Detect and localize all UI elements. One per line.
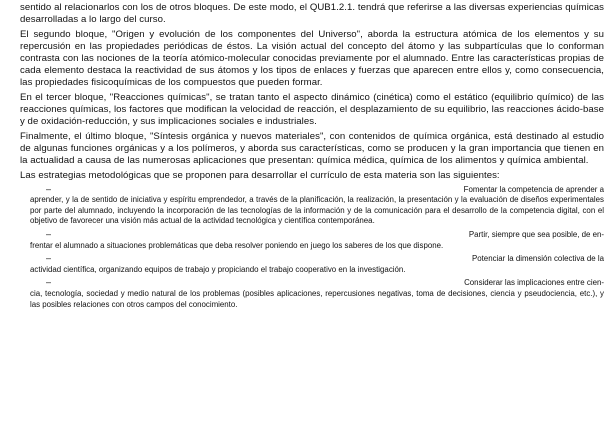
list-item-first-line: Fomentar la competencia de aprender a [463, 184, 604, 194]
list-dash: – [46, 183, 52, 194]
document-page [20, 2, 604, 313]
list-dash: – [46, 253, 52, 264]
paragraph-block-intro: sentido al relacionarlos con los de otros bloques. De este modo, el QUB1.2.1. tendrá que referirse a las diversas experiencias químicas desarrolladas a lo largo del curso. [20, 2, 604, 26]
list-item-first-line: Considerar las implicaciones entre cien- [464, 278, 604, 288]
list-item [20, 230, 604, 251]
list-item-first-line: Potenciar la dimensión colectiva de la [471, 254, 604, 264]
paragraph-strategies-intro: Las estrategias metodológicas que se proponen para desarrollar el currículo de esta materia son las siguientes: [20, 169, 500, 181]
paragraph-block-two: El segundo bloque, "Origen y evolución de los componentes del Universo", aborda la estructura atómica de los elementos y su repercusión en las propiedades periódicas de éstos. La visión actual del concepto del átomo y las subpartículas que lo conforman contrasta con las nociones de la teoría atómico-molecular conocidas previamente por el alumnado. Entre las características propias de cada elemento destaca la reactividad de sus átomos y los tipos de enlaces y fuerzas que aparecen entre ellos y, como consecuencia, las propiedades fisicoquímicas de los compuestos que pueden formar. [20, 28, 604, 89]
list-item [20, 185, 604, 227]
list-item [20, 278, 604, 310]
list-item [20, 254, 604, 275]
paragraph-block-three: En el tercer bloque, "Reacciones químicas", se tratan tanto el aspecto dinámico (cinética) como el estático (equilibrio químico) de las reacciones químicas, los factores que modifican la velocidad de reacción, el desplazamiento de su equilibrio, las reacciones ácido-base y de oxidación-reducción, y sus implicaciones sociales e industriales. [20, 91, 604, 128]
list-item-text: frentar el alumnado a situaciones problemáticas que deba resolver poniendo en juego los saberes de los que dispone. [30, 240, 444, 250]
list-item-first-line: Partir, siempre que sea posible, de en- [468, 230, 604, 240]
list-dash: – [46, 229, 52, 240]
strategies-list [20, 185, 604, 311]
list-item-text: aprender, y la de sentido de iniciativa y espíritu emprendedor, a través de la planificación, la realización, la presentación y la evaluación de diseños experimentales por parte del alumnado, incluyendo la incorporación de las tecnologías de la información y de la comunicación para el desarrollo de la competencia digital, con el objetivo de favorecer una visión más actual de la actividad tecnológica y científica contemporánea. [30, 195, 604, 226]
paragraph-block-four: Finalmente, el último bloque, "Síntesis orgánica y nuevos materiales", con contenidos de química orgánica, está destinado al estudio de algunas funciones orgánicas y a los polímeros, y aborda sus características, como se producen y la gran importancia que tienen en la actualidad a causa de las numerosas aplicaciones que presentan: química médica, química de los alimentos y química ambiental. [20, 130, 604, 166]
list-dash: – [46, 277, 52, 288]
list-item-text: cia, tecnología, sociedad y medio natural de los problemas (posibles aplicaciones, repercusiones negativas, toma de decisiones, ciencia y pseudociencia, etc.), y las posibles relaciones con otros campos del conocimiento. [30, 289, 604, 309]
list-item-text: actividad científica, organizando equipos de trabajo y propiciando el trabajo cooperativo en la investigación. [30, 264, 406, 274]
